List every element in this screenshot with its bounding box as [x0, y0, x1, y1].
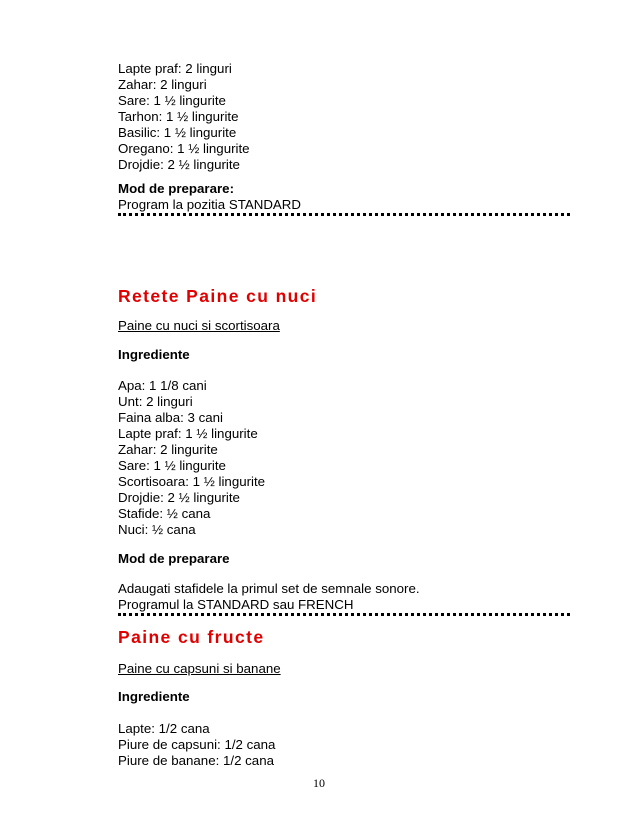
ingredient-line: Faina alba: 3 cani	[118, 410, 223, 425]
section-title: Retete Paine cu nuci	[118, 286, 318, 306]
method-text: Program la pozitia STANDARD	[118, 197, 302, 212]
ingredient-line: Basilic: 1 ½ lingurite	[118, 125, 237, 140]
recipe-name: Paine cu nuci si scortisoara	[118, 318, 280, 333]
ingredient-line: Nuci: ½ cana	[118, 522, 196, 537]
method-heading: Mod de preparare	[118, 551, 230, 566]
ingredient-line: Lapte: 1/2 cana	[118, 721, 210, 736]
ingredient-line: Drojdie: 2 ½ lingurite	[118, 157, 240, 172]
ingredient-line: Sare: 1 ½ lingurite	[118, 458, 226, 473]
ingredients-heading: Ingrediente	[118, 347, 190, 362]
ingredient-line: Apa: 1 1/8 cani	[118, 378, 207, 393]
method-heading: Mod de preparare:	[118, 181, 235, 196]
ingredient-line: Scortisoara: 1 ½ lingurite	[118, 474, 266, 489]
method-text: Adaugati stafidele la primul set de semnale sonore.	[118, 581, 420, 596]
section-title: Paine cu fructe	[118, 627, 265, 647]
ingredient-line: Lapte praf: 2 linguri	[118, 61, 232, 76]
method-text: Programul la STANDARD sau FRENCH	[118, 597, 354, 612]
dotted-divider	[118, 213, 570, 216]
recipe-name: Paine cu capsuni si banane	[118, 661, 281, 676]
ingredient-line: Lapte praf: 1 ½ lingurite	[118, 426, 258, 441]
ingredient-line: Zahar: 2 linguri	[118, 77, 207, 92]
ingredients-heading: Ingrediente	[118, 689, 190, 704]
ingredient-line: Tarhon: 1 ½ lingurite	[118, 109, 239, 124]
page-number: 10	[313, 776, 325, 790]
ingredient-line: Sare: 1 ½ lingurite	[118, 93, 226, 108]
ingredient-line: Zahar: 2 lingurite	[118, 442, 218, 457]
ingredient-line: Stafide: ½ cana	[118, 506, 211, 521]
ingredient-line: Piure de banane: 1/2 cana	[118, 753, 274, 768]
ingredient-line: Piure de capsuni: 1/2 cana	[118, 737, 276, 752]
ingredient-line: Unt: 2 linguri	[118, 394, 193, 409]
ingredient-line: Drojdie: 2 ½ lingurite	[118, 490, 240, 505]
dotted-divider	[118, 613, 570, 616]
ingredient-line: Oregano: 1 ½ lingurite	[118, 141, 250, 156]
